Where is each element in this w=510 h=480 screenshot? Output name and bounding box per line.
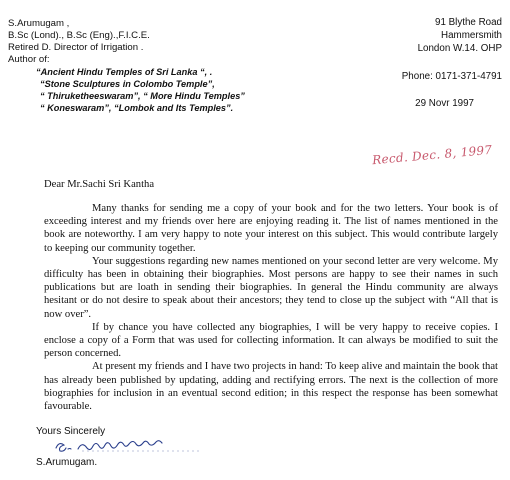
handwritten-signature [52, 437, 222, 455]
address-line: Hammersmith [441, 30, 502, 41]
body-paragraph: Many thanks for sending me a copy of your book and for the two letters. Your book is of exceeding interest and my friends over here are enjoying reading it. The list of names mentioned in the book are noteworthy. I am very happy to note your interest on this subject. This would contribute largely to keeping our community together. [44, 203, 498, 254]
closing: Yours Sincerely [36, 426, 106, 437]
signatory-name: S.Arumugam. [36, 457, 98, 468]
sender-name: S.Arumugam , [8, 18, 70, 29]
address-line: 91 Blythe Road [435, 17, 502, 28]
body-paragraph: If by chance you have collected any biographies, I will be very happy to receive copies. I enclose a copy of a Form that was used for collecting information. It can always be modified to suit the person concerned. [44, 321, 498, 360]
phone-number: Phone: 0171-371-4791 [401, 71, 502, 82]
work-title: “ Thiruketheeswaram”, “ More Hindu Temples” [40, 91, 245, 101]
salutation: Dear Mr.Sachi Sri Kantha [44, 179, 155, 190]
work-title: “ Koneswaram”, “Lombok and Its Temples”. [40, 103, 234, 113]
letter-date: 29 Novr 1997 [415, 98, 474, 109]
received-date-note: Recd. Dec. 8, 1997 [371, 142, 493, 168]
work-title: “Stone Sculptures in Colombo Temple”, [40, 79, 215, 89]
author-of-label: Author of: [8, 54, 50, 65]
sender-title: Retired D. Director of Irrigation . [8, 42, 144, 53]
body-paragraph: Your suggestions regarding new names mentioned on your second letter are very welcome. My difficulty has been in obtaining their biographies. Most persons are happy to see their names in such publications but are loath in sending their biographies. In general the Hindu community are always hesitant or do not desire to speak about their ancestors; they tend to close up the subject with “All that is now over”. [44, 255, 498, 320]
letter-body [44, 202, 498, 413]
sender-degrees: B.Sc (Lond)., B.Sc (Eng).,F.I.C.E. [8, 30, 150, 41]
address-line: London W.14. OHP [417, 43, 502, 54]
body-paragraph: At present my friends and I have two projects in hand: To keep alive and maintain the book that has already been published by updating, adding and rectifying errors. The next is the collection of more biographies for inclusion in an eventual second edition; in this respect the response has been somewhat favourable. [44, 361, 498, 413]
work-title: “Ancient Hindu Temples of Sri Lanka “, . [36, 67, 213, 77]
